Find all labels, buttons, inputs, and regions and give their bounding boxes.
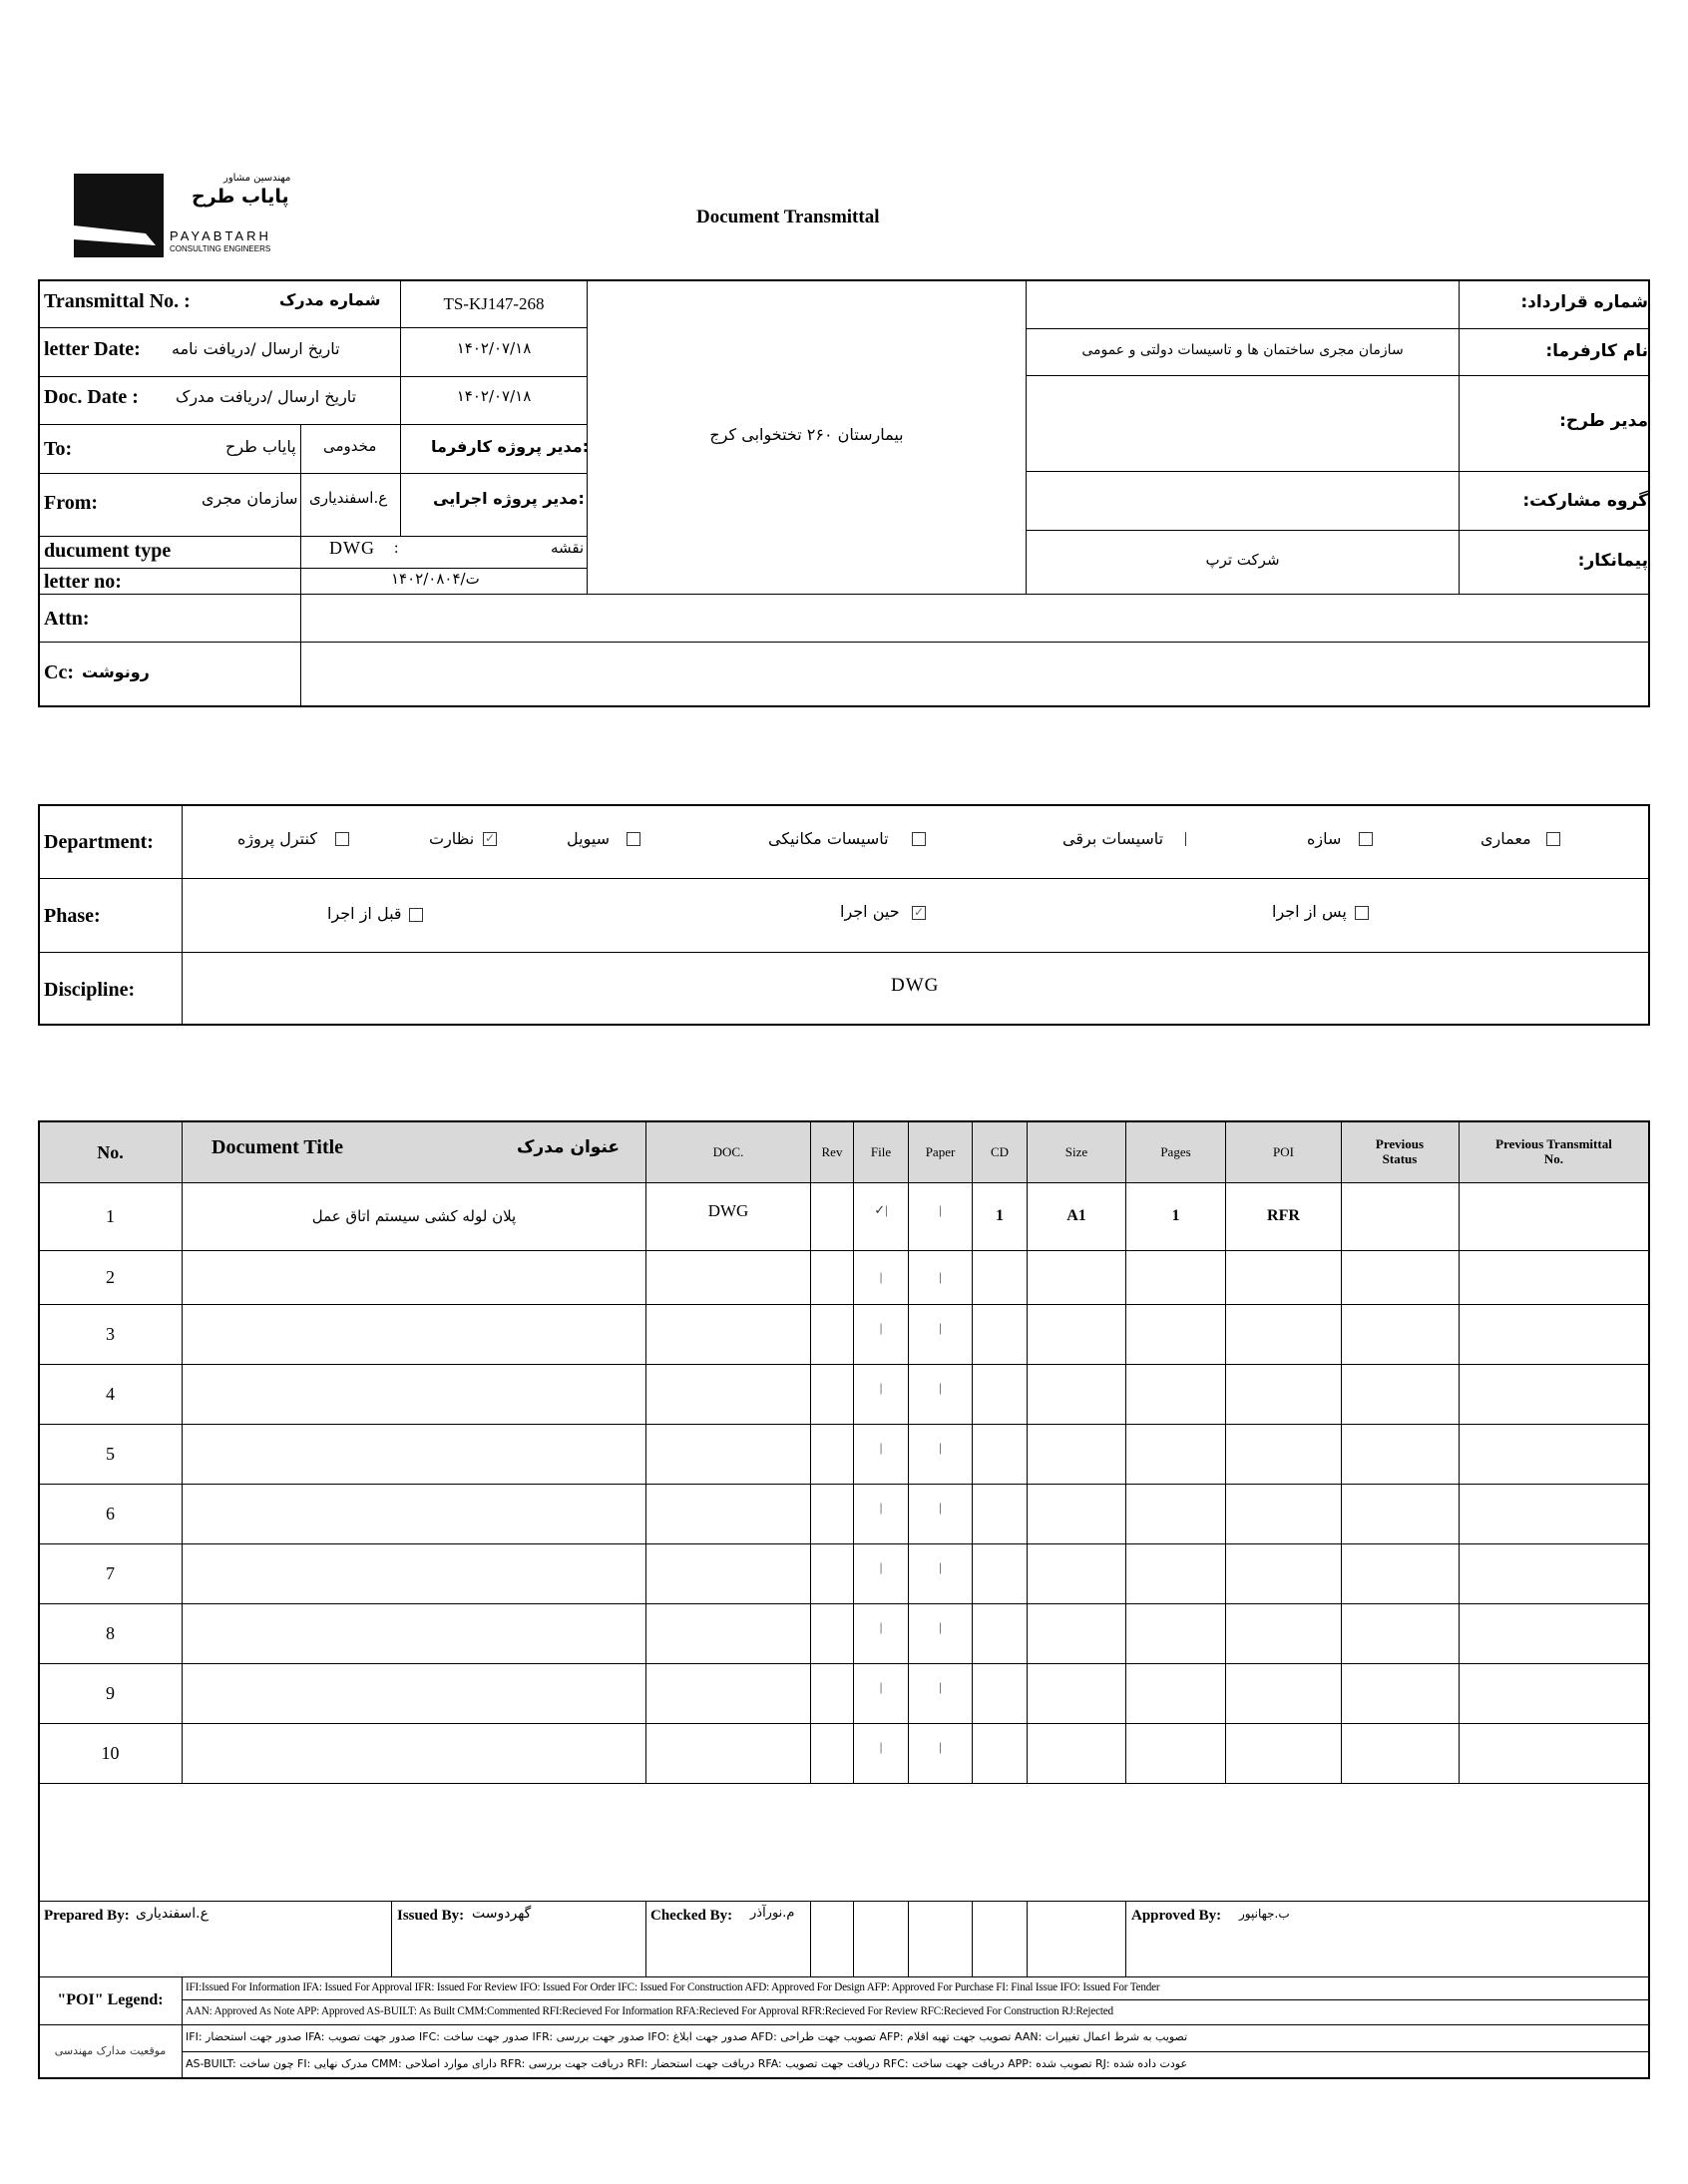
checked-by-value: م.نورآذر <box>750 1906 795 1921</box>
cell-file: | <box>879 1559 883 1575</box>
cell-prev-status <box>1342 1183 1459 1250</box>
cell-rev <box>811 1183 853 1250</box>
dept-option-label: سازه <box>1307 829 1342 848</box>
from-value: سازمان مجری <box>202 489 298 508</box>
issued-by-value: گهردوست <box>472 1906 532 1922</box>
cell-title <box>183 1664 645 1723</box>
to-value: پایاب طرح <box>225 437 296 456</box>
cell-no: 1 <box>106 1206 115 1227</box>
doc-date-fa: تاریخ ارسال /دریافت مدرک <box>176 387 357 406</box>
checkbox[interactable] <box>627 832 640 846</box>
cell-prev-transmittal <box>1460 1183 1649 1250</box>
checkbox[interactable] <box>912 832 926 846</box>
header-cd: CD <box>990 1143 1010 1159</box>
cell-file: | <box>879 1619 883 1635</box>
doc-date-value: ۱۴۰۲/۰۷/۱۸ <box>456 387 532 405</box>
cell-paper: | <box>939 1739 942 1755</box>
cell-no: 6 <box>106 1504 115 1525</box>
cell-no: 9 <box>106 1683 115 1704</box>
header-poi: POI <box>1273 1143 1294 1159</box>
department-label: Department: <box>44 831 154 853</box>
transmittal-no-label: Transmittal No. : <box>44 290 191 312</box>
logo-fa-name: پایاب طرح <box>192 186 289 208</box>
cell-title <box>183 1724 645 1783</box>
cell-poi: RFR <box>1267 1207 1300 1225</box>
cell-no: 7 <box>106 1563 115 1584</box>
doc-type-value: DWG <box>329 538 375 558</box>
checkbox[interactable]: ✓ <box>913 905 925 919</box>
to-role: مدیر پروژه کارفرما: <box>431 437 590 456</box>
logo-en-sub: CONSULTING ENGINEERS <box>170 244 271 253</box>
header-title-en: Document Title <box>211 1136 344 1158</box>
cell-file: | <box>879 1440 883 1456</box>
cell-title <box>183 1305 645 1364</box>
cell-no: 4 <box>106 1384 115 1405</box>
cell-paper: | <box>939 1380 942 1396</box>
header-prev-transmittal: Previous Transmittal No. <box>1495 1136 1612 1166</box>
logo-en-name: PAYABTARH <box>170 228 271 243</box>
legend-fa-label: موقعیت مدارک مهندسی <box>54 2044 167 2058</box>
design-manager-label: مدیر طرح: <box>1559 411 1648 431</box>
cell-size: A1 <box>1066 1207 1086 1225</box>
cell-title <box>183 1365 645 1424</box>
company-logo <box>74 172 303 259</box>
dept-option-label: تاسیسات مکانیکی <box>768 829 889 848</box>
project-name: بیمارستان ۲۶۰ تختخوابی کرج <box>709 425 904 444</box>
cell-title <box>183 1485 645 1543</box>
doc-type-colon: : <box>394 540 399 557</box>
letter-date-label: letter Date: <box>44 338 141 360</box>
header-title-fa: عنوان مدرک <box>517 1137 621 1157</box>
employer-value: سازمان مجری ساختمان ها و تاسیسات دولتی و عمومی <box>1081 342 1404 358</box>
cell-no: 8 <box>106 1623 115 1644</box>
checkbox[interactable] <box>409 908 423 922</box>
cell-title <box>183 1604 645 1663</box>
cell-file: | <box>879 1679 883 1695</box>
doc-type-label: ducument type <box>44 540 172 562</box>
checkbox[interactable] <box>1359 832 1373 846</box>
approved-by-label: Approved By: <box>1131 1908 1222 1924</box>
header-doc: DOC. <box>712 1143 744 1159</box>
checkbox[interactable]: ✓ <box>484 831 496 845</box>
from-label: From: <box>44 492 99 514</box>
letter-date-fa: تاریخ ارسال /دریافت نامه <box>172 339 340 358</box>
dept-option-label: تاسیسات برقی <box>1062 829 1164 848</box>
checkbox[interactable] <box>1355 906 1369 920</box>
cell-file: | <box>879 1269 883 1285</box>
legend-label: "POI" Legend: <box>57 1991 164 2009</box>
header-paper: Paper <box>925 1143 956 1159</box>
from-role: مدیر پروژه اجرایی: <box>433 489 585 508</box>
cell-file: | <box>879 1500 883 1516</box>
contractor-label: پیمانکار: <box>1577 551 1648 571</box>
legend-line-4: AS-BUILT: چون ساخت FI: مدرک نهایی CMM: دارای موارد اصلاحی RFR: دریافت جهت بررسی RFI: دریافت جهت استحضار RFA: دریافت جهت تصویب RFC: دریافت جهت ساخت APP: تصویب شده RJ: عودت داده شده <box>186 2057 1188 2070</box>
cell-no: 3 <box>106 1324 115 1345</box>
cell-paper: | <box>939 1679 942 1695</box>
cell-no: 5 <box>106 1444 115 1465</box>
transmittal-no-value: TS-KJ147-268 <box>443 294 545 313</box>
cc-fa: رونوشت <box>82 662 150 681</box>
phase-option-label: پس از اجرا <box>1272 902 1347 921</box>
phase-label: Phase: <box>44 905 101 927</box>
cell-file: | <box>879 1380 883 1396</box>
to-label: To: <box>44 438 73 460</box>
transmittal-no-fa: شماره مدرک <box>279 290 381 309</box>
checkbox[interactable] <box>1546 832 1560 846</box>
phase-option-label: قبل از اجرا <box>327 904 402 923</box>
letter-no-value: ۱۴۰۲/۰۸۰۴/ت <box>391 570 480 588</box>
prepared-by-label: Prepared By: <box>44 1908 130 1924</box>
cell-cd: 1 <box>996 1207 1004 1225</box>
attn-label: Attn: <box>44 608 90 630</box>
dept-option-label: نظارت <box>429 829 475 848</box>
cell-paper: | <box>939 1202 942 1218</box>
dept-option-label: معماری <box>1480 829 1531 848</box>
cell-no: 10 <box>101 1743 120 1764</box>
cell-pages: 1 <box>1171 1207 1180 1225</box>
cell-no: 2 <box>106 1267 115 1288</box>
to-person: مخدومی <box>323 437 377 455</box>
cell-file: ✓| <box>874 1202 888 1218</box>
cell-file: | <box>879 1739 883 1755</box>
header-pages: Pages <box>1160 1143 1191 1159</box>
contract-no-label: شماره قرارداد: <box>1520 292 1648 312</box>
cell-paper: | <box>939 1440 942 1456</box>
cc-label: Cc: <box>44 661 74 683</box>
header-prev-status: Previous Status <box>1375 1136 1425 1166</box>
partnership-label: گروه مشارکت: <box>1522 491 1648 511</box>
legend-line-3: IFI: صدور جهت استحضار IFA: صدور جهت تصویب IFC: صدور جهت ساخت IFR: صدور جهت بررسی IFO: صدور جهت ابلاغ AFD: تصویب جهت طراحی AFP: تصویب جهت تهیه اقلام AAN: تصویب به شرط اعمال تغییرات <box>186 2030 1188 2043</box>
header-file: File <box>870 1143 892 1159</box>
dept-option-label: کنترل پروژه <box>237 829 317 848</box>
letter-date-value: ۱۴۰۲/۰۷/۱۸ <box>456 339 532 357</box>
cell-title <box>183 1251 645 1304</box>
dept-option-label: سیویل <box>567 829 611 848</box>
prepared-by-value: ع.اسفندیاری <box>136 1906 209 1922</box>
cell-title <box>183 1425 645 1484</box>
cell-paper: | <box>939 1320 942 1336</box>
cell-file: | <box>879 1320 883 1336</box>
cell-title: پلان لوله کشی سیستم اتاق عمل <box>311 1206 517 1225</box>
cell-paper: | <box>939 1559 942 1575</box>
page-title: Document Transmittal <box>696 207 880 227</box>
discipline-label: Discipline: <box>44 979 136 1001</box>
checkbox[interactable] <box>335 832 349 846</box>
cell-doc: DWG <box>707 1200 749 1220</box>
phase-option-label: حین اجرا <box>840 902 900 921</box>
checked-by-label: Checked By: <box>650 1908 733 1924</box>
doc-date-label: Doc. Date : <box>44 386 139 408</box>
issued-by-label: Issued By: <box>397 1908 465 1924</box>
header-no: No. <box>97 1141 124 1162</box>
letter-no-label: letter no: <box>44 571 122 593</box>
header-size: Size <box>1064 1143 1088 1159</box>
logo-fa-small: مهندسین مشاور <box>223 173 291 184</box>
logo-mark-icon <box>74 174 164 257</box>
contractor-value: شرکت ترپ <box>1205 551 1280 569</box>
legend-line-1: IFI:Issued For Information IFA: Issued For Approval IFR: Issued For Review IFO: Issued For Order IFC: Issued For Construction AFD: Approved For Design AFP: Approved For Purchase FI: Final Issue IFO: Issued For Tender <box>186 1981 1160 1993</box>
cell-paper: | <box>939 1619 942 1635</box>
checkbox[interactable] <box>1185 832 1186 846</box>
cell-paper: | <box>939 1269 942 1285</box>
employer-label: نام کارفرما: <box>1545 341 1648 361</box>
legend-line-2: AAN: Approved As Note APP: Approved AS-BUILT: As Built CMM:Commented RFI:Recieved For Information RFA:Recieved For Approval RFR:Recieved For Review RFC:Recieved For Construction RJ:Rejected <box>186 2005 1113 2017</box>
header-rev: Rev <box>821 1143 843 1159</box>
discipline-value: DWG <box>891 975 940 996</box>
from-person: ع.اسفندیاری <box>309 489 388 507</box>
cell-paper: | <box>939 1500 942 1516</box>
cell-title <box>183 1544 645 1603</box>
doc-type-fa: نقشه <box>551 539 585 557</box>
approved-by-value: ب.جهانپور <box>1239 1907 1290 1921</box>
